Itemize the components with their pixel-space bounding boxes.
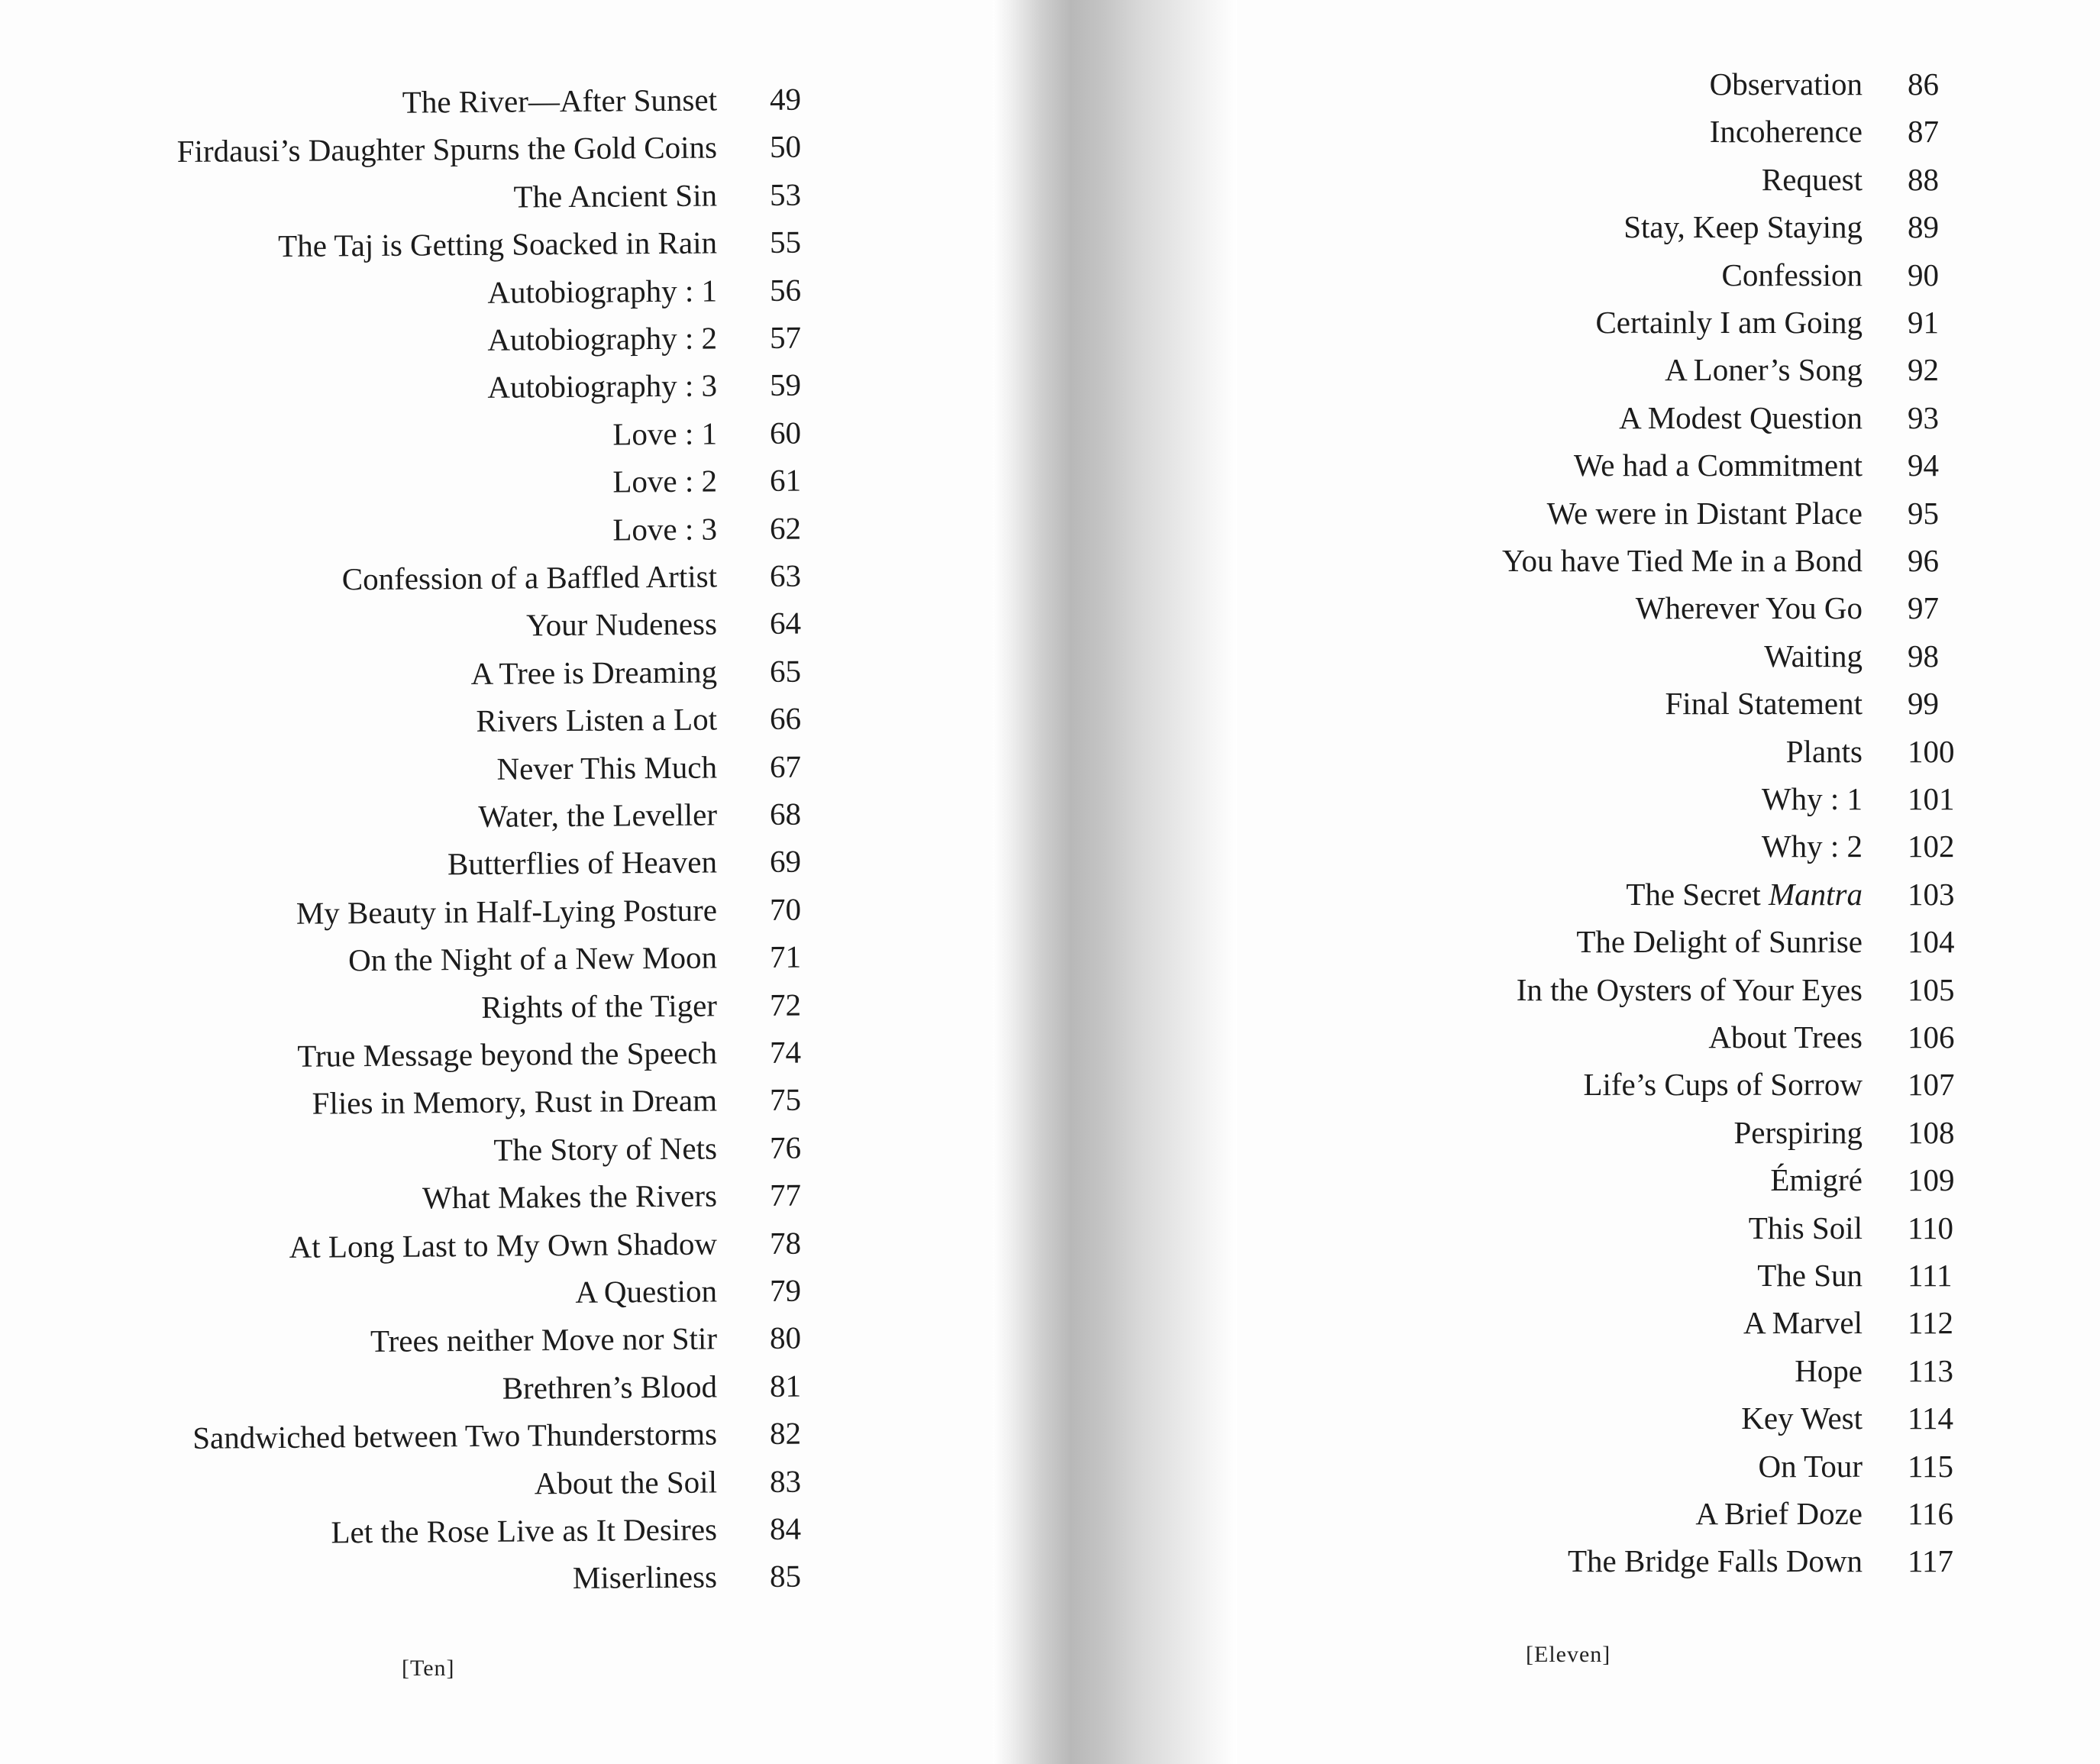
toc-entry-title: Confession [1721,257,1863,292]
toc-entry-title: You have Tied Me in a Bond [1502,543,1863,578]
toc-entry-page-number: 101 [1908,781,1955,816]
toc-entry-page-number: 56 [769,272,802,308]
toc-entry-title: Autobiography : 1 [487,273,718,310]
toc-entry-title: Wherever You Go [1635,590,1863,626]
toc-entry-title: Love : 2 [612,463,718,499]
toc-entry-title: Firdausi’s Daughter Spurns the Gold Coins [176,129,718,170]
toc-entry-page-number: 116 [1908,1496,1953,1531]
toc-entry-page-number: 98 [1908,638,1939,674]
toc-entry-title: My Beauty in Half-Lying Posture [296,892,718,931]
toc-entry-title: Autobiography : 3 [487,367,718,405]
toc-entry [0,1220,802,1273]
toc-entry-page-number: 61 [769,462,802,499]
toc-entry-title: The Story of Nets [493,1130,718,1168]
toc-entry-page-number: 83 [769,1463,802,1499]
toc-entry [0,1171,802,1225]
toc-entry-page-number: 86 [1908,66,1939,102]
toc-entry [0,1315,802,1368]
toc-entry-title: A Question [575,1273,718,1310]
toc-entry-title: Certainly I am Going [1595,305,1863,340]
toc-entry-title: We had a Commitment [1573,447,1863,483]
toc-entry-title: About Trees [1708,1019,1863,1055]
toc-entry [0,552,802,606]
toc-entry-title: Brethren’s Blood [502,1368,718,1406]
toc-entry-page-number: 68 [769,796,802,832]
toc-entry-page-number: 67 [769,748,802,784]
toc-entry-page-number: 76 [769,1129,802,1165]
toc-entry-page-number: 111 [1908,1258,1953,1293]
toc-entry [0,1029,802,1082]
toc-entry-page-number: 60 [769,415,802,451]
toc-entry [0,218,802,272]
toc-entry-title: The Bridge Falls Down [1567,1543,1863,1579]
toc-entry-title: A Loner’s Song [1665,352,1863,388]
toc-entry [0,1362,802,1416]
toc-entry-title: In the Oysters of Your Eyes [1516,971,1863,1007]
toc-entry [0,457,802,510]
toc-entry-page-number: 53 [769,176,802,212]
toc-entry-title: Your Nudeness [525,606,718,643]
toc-entry [0,981,802,1035]
toc-entry-title: Flies in Memory, Rust in Dream [312,1082,718,1122]
toc-entry-page-number: 78 [769,1225,802,1261]
book-gutter-shadow [993,0,1237,1764]
toc-entry [0,1267,802,1320]
toc-entry [0,409,802,463]
toc-entry [0,1410,802,1463]
toc-entry-title: The Delight of Sunrise [1576,924,1863,960]
toc-entry-title: True Message beyond the Speech [297,1035,718,1074]
toc-entry-title: Let the Rose Live as It Desires [331,1511,718,1550]
toc-entry-page-number: 72 [769,987,802,1023]
toc-entry-title: Perspiring [1733,1114,1863,1150]
toc-entry-page-number: 110 [1908,1210,1953,1245]
toc-entry-title: On the Night of a New Moon [348,939,718,978]
toc-entry-page-number: 82 [769,1415,802,1452]
toc-entry-title: Request [1761,161,1863,197]
toc-entry-title: Trees neither Move nor Stir [370,1320,718,1359]
toc-entry-page-number: 59 [769,367,802,403]
toc-entry-page-number: 87 [1908,114,1939,150]
toc-entry-title: Life’s Cups of Sorrow [1583,1067,1863,1103]
toc-entry-page-number: 96 [1908,543,1939,578]
toc-entry-page-number: 57 [769,319,802,355]
toc-entry-page-number: 63 [769,557,802,593]
toc-entry [0,743,802,796]
page-folio-left: [Ten] [402,1656,455,1681]
toc-entry-page-number: 74 [769,1034,802,1070]
toc-entry-title: Love : 3 [612,511,718,548]
toc-entry [0,695,802,748]
toc-entry-page-number: 66 [769,700,802,737]
toc-entry-page-number: 77 [769,1177,802,1213]
toc-entry-title: Miserliness [572,1559,718,1596]
toc-entry-title: Autobiography : 2 [487,320,718,357]
toc-entry [0,124,802,177]
page-folio-right: [Eleven] [1526,1642,1611,1667]
toc-entry-page-number: 79 [769,1272,802,1308]
toc-entry-title: The Secret Mantra [1626,876,1863,912]
toc-entry-title: A Marvel [1743,1305,1863,1341]
toc-entry [0,648,802,701]
toc-entry [0,1505,802,1559]
toc-entry-title: Waiting [1764,638,1863,674]
toc-entry-page-number: 89 [1908,209,1939,245]
toc-entry-title: Rights of the Tiger [481,987,718,1025]
toc-entry-page-number: 91 [1908,305,1939,340]
toc-entry-page-number: 90 [1908,257,1939,292]
toc-entry-title: This Soil [1748,1210,1863,1245]
toc-entry [0,600,802,654]
toc-entry [0,1458,802,1511]
toc-entry [0,1553,802,1607]
toc-entry-page-number: 106 [1908,1019,1955,1055]
toc-entry-page-number: 103 [1908,876,1955,912]
toc-entry-title: The Ancient Sin [513,177,718,215]
toc-entry-page-number: 85 [769,1558,802,1594]
toc-entry-page-number: 100 [1908,733,1955,769]
toc-entry-title: Observation [1709,66,1863,102]
toc-entry-page-number: 81 [769,1368,802,1404]
toc-entry [0,1124,802,1178]
toc-entry-page-number: 69 [769,843,802,880]
toc-entry-title: Confession of a Baffled Artist [341,558,718,597]
toc-entry-page-number: 107 [1908,1067,1955,1103]
toc-entry-page-number: 92 [1908,352,1939,388]
toc-entry [0,267,802,320]
toc-entry-title: A Tree is Dreaming [470,654,718,691]
toc-entry-title: Incoherence [1709,114,1863,150]
toc-entry-title: Rivers Listen a Lot [476,701,718,739]
toc-entry-title: Plants [1785,733,1863,769]
toc-entry-page-number: 105 [1908,971,1955,1007]
toc-entry-page-number: 62 [769,510,802,546]
toc-entry-title: Stay, Keep Staying [1623,209,1863,245]
toc-entry-title: At Long Last to My Own Shadow [289,1226,718,1265]
toc-entry [0,933,802,987]
toc-entry [0,362,802,415]
toc-entry [0,838,802,892]
left-page [0,0,1008,1764]
toc-entry-page-number: 99 [1908,686,1939,722]
toc-entry-page-number: 49 [769,81,802,117]
toc-entry-title: We were in Distant Place [1546,495,1863,531]
toc-entry-page-number: 114 [1908,1401,1953,1436]
toc-entry-page-number: 64 [769,605,802,641]
toc-entry-title: A Brief Doze [1695,1496,1863,1531]
toc-entry-page-number: 50 [769,128,802,165]
toc-entry-page-number: 108 [1908,1114,1955,1150]
toc-entry-page-number: 95 [1908,495,1939,531]
toc-entry-page-number: 102 [1908,829,1955,864]
toc-entry-page-number: 70 [769,891,802,927]
toc-entry [0,886,802,939]
toc-entry-page-number: 113 [1908,1352,1953,1388]
toc-entry-page-number: 65 [769,653,802,689]
toc-entry-title: Butterflies of Heaven [447,844,718,882]
toc-entry [0,790,802,844]
toc-entry-page-number: 112 [1908,1305,1953,1341]
toc-entry-title: Love : 1 [612,415,718,452]
toc-entry-page-number: 109 [1908,1162,1955,1198]
toc-entry-title: The River—After Sunset [402,82,718,120]
toc-entry-page-number: 84 [769,1510,802,1546]
toc-entry-title: Émigré [1770,1162,1863,1198]
toc-entry [0,1077,802,1130]
toc-entry-title: On Tour [1758,1448,1863,1484]
toc-entry [0,76,802,129]
toc-entry-title: Final Statement [1665,686,1863,722]
toc-entry-title: Sandwiched between Two Thunderstorms [192,1416,718,1456]
toc-entry-title: About the Soil [534,1464,718,1501]
toc-entry [0,171,802,225]
toc-entry-title: Water, the Leveller [478,796,718,834]
toc-entry-title: Why : 1 [1761,781,1863,816]
toc-entry [0,314,802,367]
toc-entry-page-number: 75 [769,1081,802,1118]
toc-entry-page-number: 88 [1908,161,1939,197]
toc-entry-page-number: 71 [769,939,802,975]
toc-entry-page-number: 93 [1908,399,1939,435]
toc-entry-title: Why : 2 [1761,829,1863,864]
toc-entry-page-number: 117 [1908,1543,1953,1579]
toc-entry-page-number: 55 [769,224,802,260]
toc-entry-title: What Makes the Rivers [422,1178,718,1216]
toc-entry-title: The Sun [1757,1258,1863,1293]
toc-entry-page-number: 94 [1908,447,1939,483]
toc-entry-page-number: 97 [1908,590,1939,626]
toc-entry-title: Key West [1741,1401,1863,1436]
toc-entry-title: Never This Much [496,749,718,787]
toc-entry [0,505,802,558]
toc-entry-page-number: 80 [769,1320,802,1356]
toc-entry-title: Hope [1795,1352,1863,1388]
toc-entry-page-number: 104 [1908,924,1955,960]
toc-entry-page-number: 115 [1908,1448,1953,1484]
toc-entry-title: The Taj is Getting Soacked in Rain [277,225,718,264]
toc-entry-title: A Modest Question [1619,399,1863,435]
